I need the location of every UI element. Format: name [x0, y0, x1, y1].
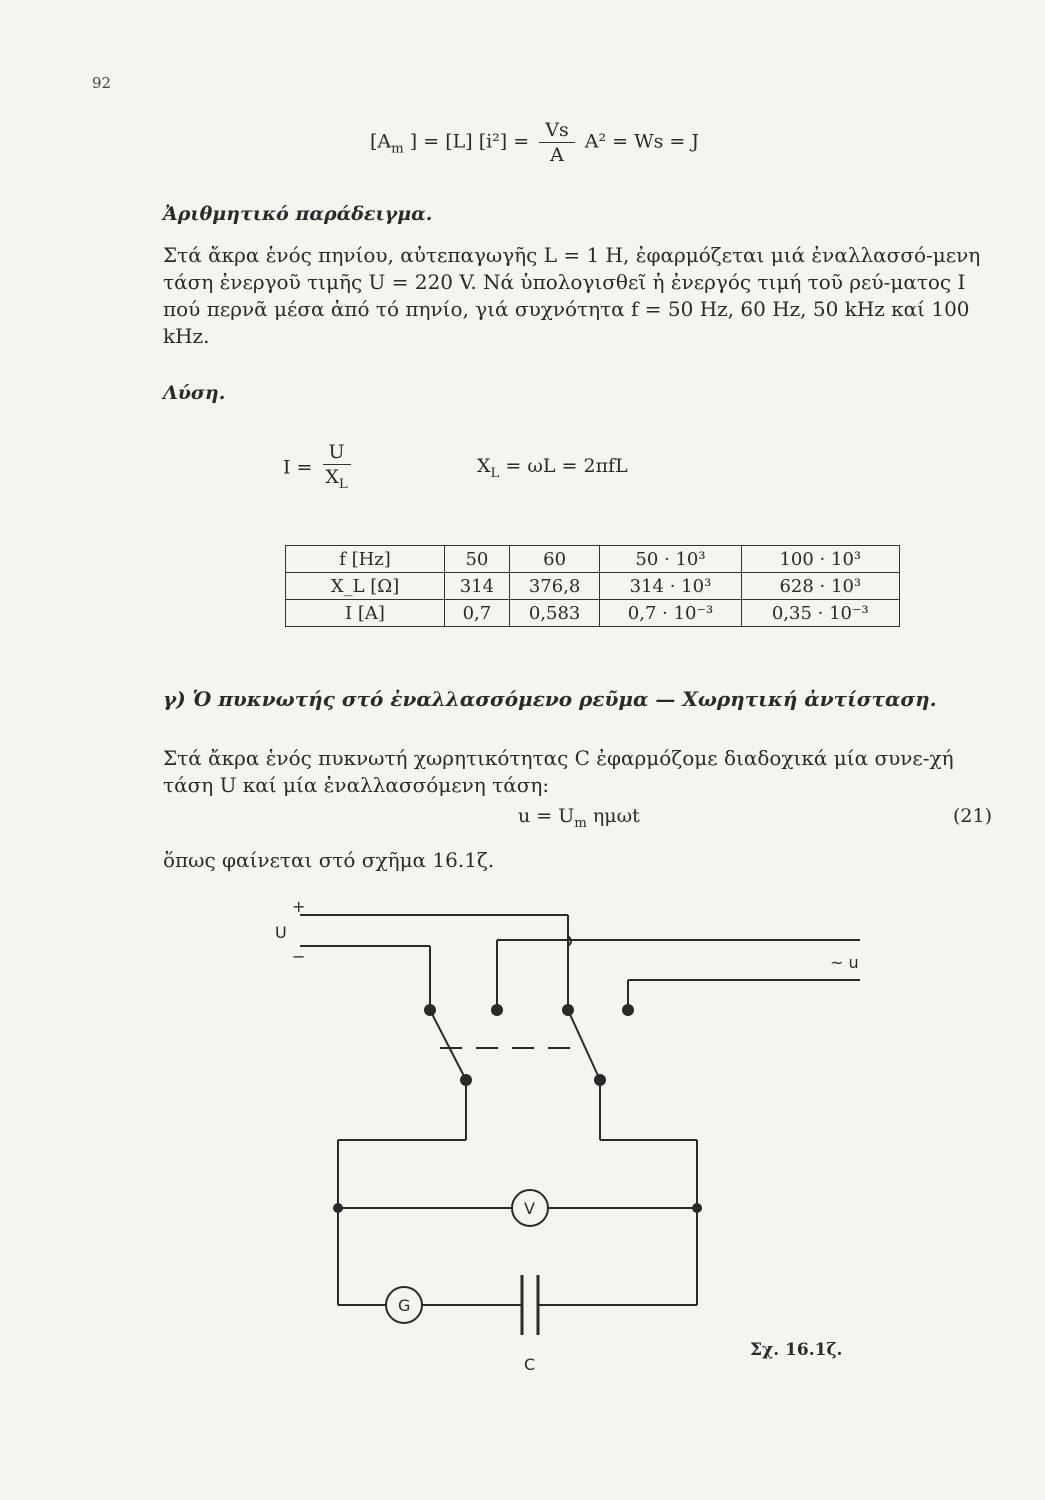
table-cell: 0,7 · 10⁻³	[600, 600, 741, 627]
galvanometer-label: G	[398, 1296, 411, 1315]
figure-reference-text: ὅπως φαίνεται στό σχῆμα 16.1ζ.	[163, 848, 495, 872]
figure-caption: Σχ. 16.1ζ.	[750, 1340, 843, 1360]
solution-heading: Λύση.	[163, 382, 226, 404]
table-cell: 50	[445, 546, 510, 573]
formula-text: ] = [L] [i²] =	[409, 130, 530, 153]
table-cell: 60	[509, 546, 600, 573]
table-cell: 0,583	[509, 600, 600, 627]
terminal-dot	[491, 1004, 503, 1016]
example-paragraph: Στά ἄκρα ἑνός πηνίου, αὐτεπαγωγῆς L = 1 H, ἐφαρμόζεται μιά ἐναλλασσό-μενη τάση ἐνεργοῦ τιμῆς U = 220 V. Νά ὑπολογισθεῖ ἡ ἐνεργός τιμή τοῦ ρεύ-ματος I πού περνᾶ μέσα ἀπό τό πηνίο, γιά συχνότητα f = 50 Hz, 60 Hz, 50 kHz καί 100 kHz.	[163, 243, 981, 348]
switch-blade-left	[430, 1010, 466, 1080]
fraction-numerator: Vs	[539, 118, 574, 143]
fraction-numerator: U	[323, 440, 351, 465]
formula-text: A² = Ws = J	[584, 130, 699, 153]
formula-sub: L	[338, 476, 348, 492]
equation-number: (21)	[953, 805, 993, 827]
minus-label: −	[292, 947, 306, 966]
table-cell: 0,35 · 10⁻³	[741, 600, 899, 627]
plus-label: +	[292, 897, 306, 916]
capacitor-label: C	[524, 1355, 536, 1374]
table-cell: 376,8	[509, 573, 600, 600]
table-cell: 100 · 10³	[741, 546, 899, 573]
page-number: 92	[92, 74, 112, 92]
table-cell: 314	[445, 573, 510, 600]
table-cell: 50 · 10³	[600, 546, 741, 573]
formula-sub: L	[490, 465, 500, 481]
table-row-label: X_L [Ω]	[286, 573, 445, 600]
formula-text: u = U	[518, 805, 575, 827]
ac-voltage-label: ~ u	[830, 953, 859, 972]
formula-sub: m	[391, 141, 404, 157]
terminal-dot	[460, 1074, 472, 1086]
table-row-label: I [A]	[286, 600, 445, 627]
terminal-dot	[562, 1004, 574, 1016]
example-heading: Ἀριθμητικό παράδειγμα.	[163, 203, 433, 225]
formula-text: X	[325, 466, 339, 488]
table-cell: 314 · 10³	[600, 573, 741, 600]
section-heading: γ) Ὁ πυκνωτής στό ἐναλλασσόμενο ρεῦμα — Χωρητική ἀντίσταση.	[163, 687, 937, 711]
table-cell: 0,7	[445, 600, 510, 627]
formula-text: I =	[283, 456, 313, 479]
junction-dot	[333, 1203, 343, 1213]
fraction-denominator: A	[550, 144, 564, 166]
formula-text: = ωL = 2πfL	[499, 455, 628, 477]
terminal-dot	[594, 1074, 606, 1086]
table-cell: 628 · 10³	[741, 573, 899, 600]
terminal-dot	[424, 1004, 436, 1016]
terminal-dot	[622, 1004, 634, 1016]
switch-blade-right	[568, 1010, 600, 1080]
table-row-label: f [Hz]	[286, 546, 445, 573]
formula-text: [A	[370, 130, 392, 153]
junction-dot	[692, 1203, 702, 1213]
voltmeter-label: V	[524, 1199, 535, 1218]
formula-text: X	[477, 455, 491, 477]
dc-voltage-label: U	[275, 923, 287, 942]
formula-sub: m	[574, 815, 587, 831]
section-paragraph: Στά ἄκρα ἑνός πυκνωτή χωρητικότητας C ἐφαρμόζομε διαδοχικά μία συνε-χή τάση U καί μία ἐναλλασσόμενη τάση:	[163, 746, 954, 797]
formula-text: ημωt	[586, 805, 640, 827]
